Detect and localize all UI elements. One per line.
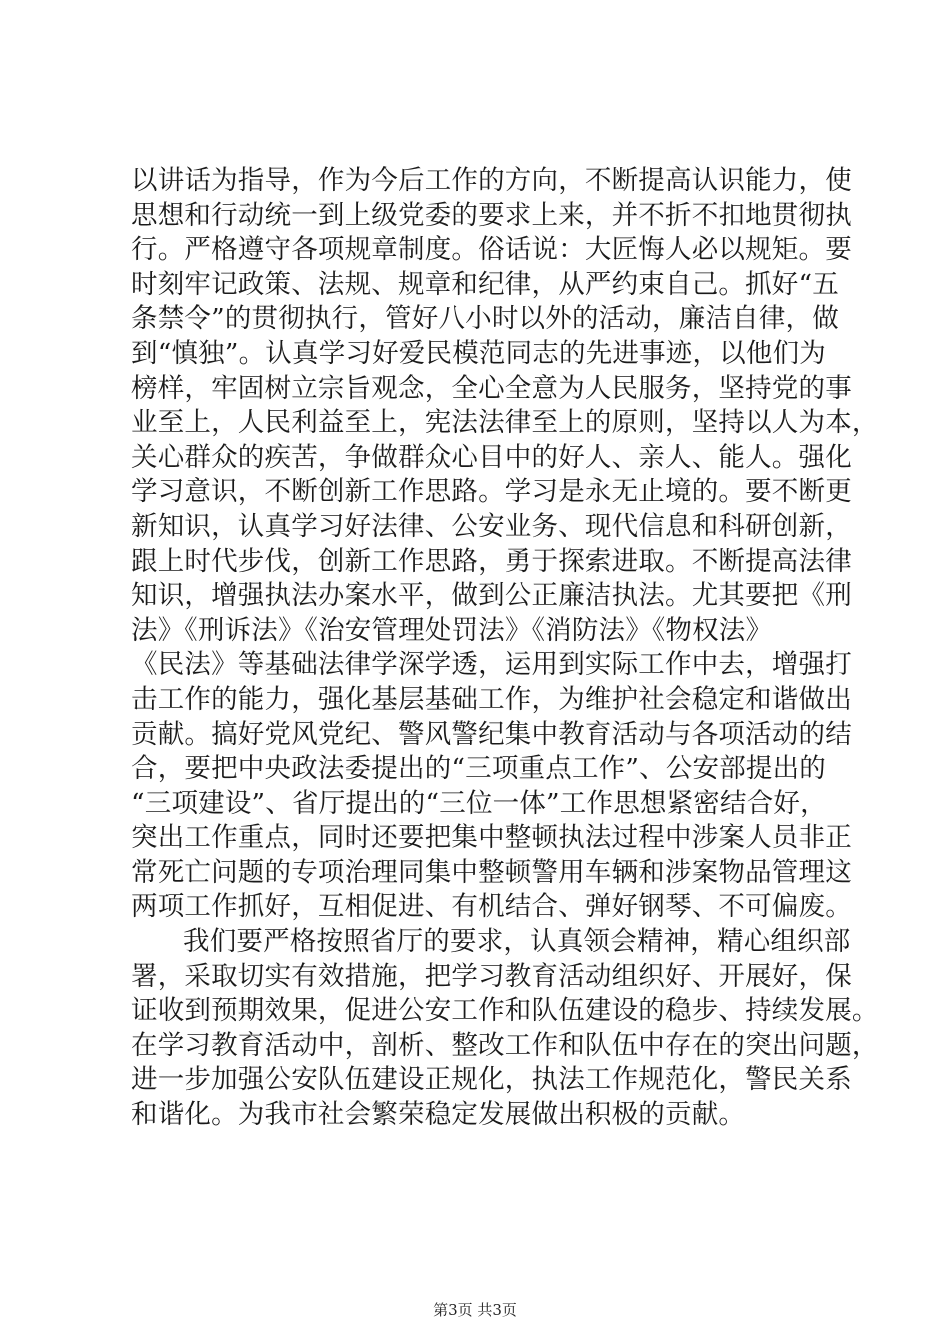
text-line: 时刻牢记政策、法规、规章和纪律，从严约束自己。抓好“五 <box>131 268 839 300</box>
text-line: 进一步加强公安队伍建设正规化，执法工作规范化，警民关系 <box>131 1064 852 1096</box>
text-line: 署，采取切实有效措施，把学习教育活动组织好、开展好，保 <box>131 960 852 992</box>
text-line: 两项工作抓好，互相促进、有机结合、弹好钢琴、不可偏废。 <box>131 891 852 923</box>
text-line: 关心群众的疾苦，争做群众心目中的好人、亲人、能人。强化 <box>131 441 852 473</box>
text-line: 以讲话为指导，作为今后工作的方向，不断提高认识能力，使 <box>131 165 852 196</box>
text-line: 业至上，人民利益至上，宪法法律至上的原则，坚持以人为本， <box>131 407 879 439</box>
text-line: 学习意识，不断创新工作思路。学习是永无止境的。要不断更 <box>131 476 852 508</box>
page-number-footer: 第3页 共3页 <box>433 1301 517 1319</box>
text-line: 行。严格遵守各项规章制度。俗话说：大匠悔人必以规矩。要 <box>131 234 852 266</box>
text-line: 新知识，认真学习好法律、公安业务、现代信息和科研创新， <box>131 510 852 542</box>
text-line: 到“慎独”。认真学习好爱民模范同志的先进事迹，以他们为 <box>131 337 826 369</box>
text-line: 合，要把中央政法委提出的“三项重点工作”、公安部提出的 <box>131 753 826 785</box>
body-text <box>131 164 879 1133</box>
text-line: “三项建设”、省厅提出的“三位一体”工作思想紧密结合好， <box>131 787 827 819</box>
text-line: 知识，增强执法办案水平，做到公正廉洁执法。尤其要把《刑 <box>131 580 852 612</box>
text-line: 《民法》等基础法律学深学透，运用到实际工作中去，增强打 <box>131 649 852 681</box>
text-line: 贡献。搞好党风党纪、警风警纪集中教育活动与各项活动的结 <box>131 718 852 750</box>
text-line: 跟上时代步伐，创新工作思路，勇于探索进取。不断提高法律 <box>131 545 852 577</box>
paragraph-first-line: 我们要严格按照省厅的要求，认真领会精神，精心组织部 <box>183 926 851 958</box>
text-line: 证收到预期效果，促进公安工作和队伍建设的稳步、持续发展。 <box>131 995 879 1027</box>
text-line: 击工作的能力，强化基层基础工作，为维护社会稳定和谐做出 <box>131 683 852 715</box>
text-line: 思想和行动统一到上级党委的要求上来，并不折不扣地贯彻执 <box>131 199 852 231</box>
text-line: 法》《刑诉法》《治安管理处罚法》《消防法》《物权法》 <box>131 614 773 646</box>
text-line: 榜样，牢固树立宗旨观念，全心全意为人民服务，坚持党的事 <box>131 372 852 404</box>
text-line: 突出工作重点，同时还要把集中整顿执法过程中涉案人员非正 <box>131 822 852 854</box>
text-line: 常死亡问题的专项治理同集中整顿警用车辆和涉案物品管理这 <box>131 856 852 888</box>
text-line: 在学习教育活动中，剖析、整改工作和队伍中存在的突出问题， <box>131 1029 879 1061</box>
text-line: 和谐化。为我市社会繁荣稳定发展做出积极的贡献。 <box>131 1099 746 1131</box>
text-line: 条禁令”的贯彻执行，管好八小时以外的活动，廉洁自律，做 <box>131 303 839 335</box>
